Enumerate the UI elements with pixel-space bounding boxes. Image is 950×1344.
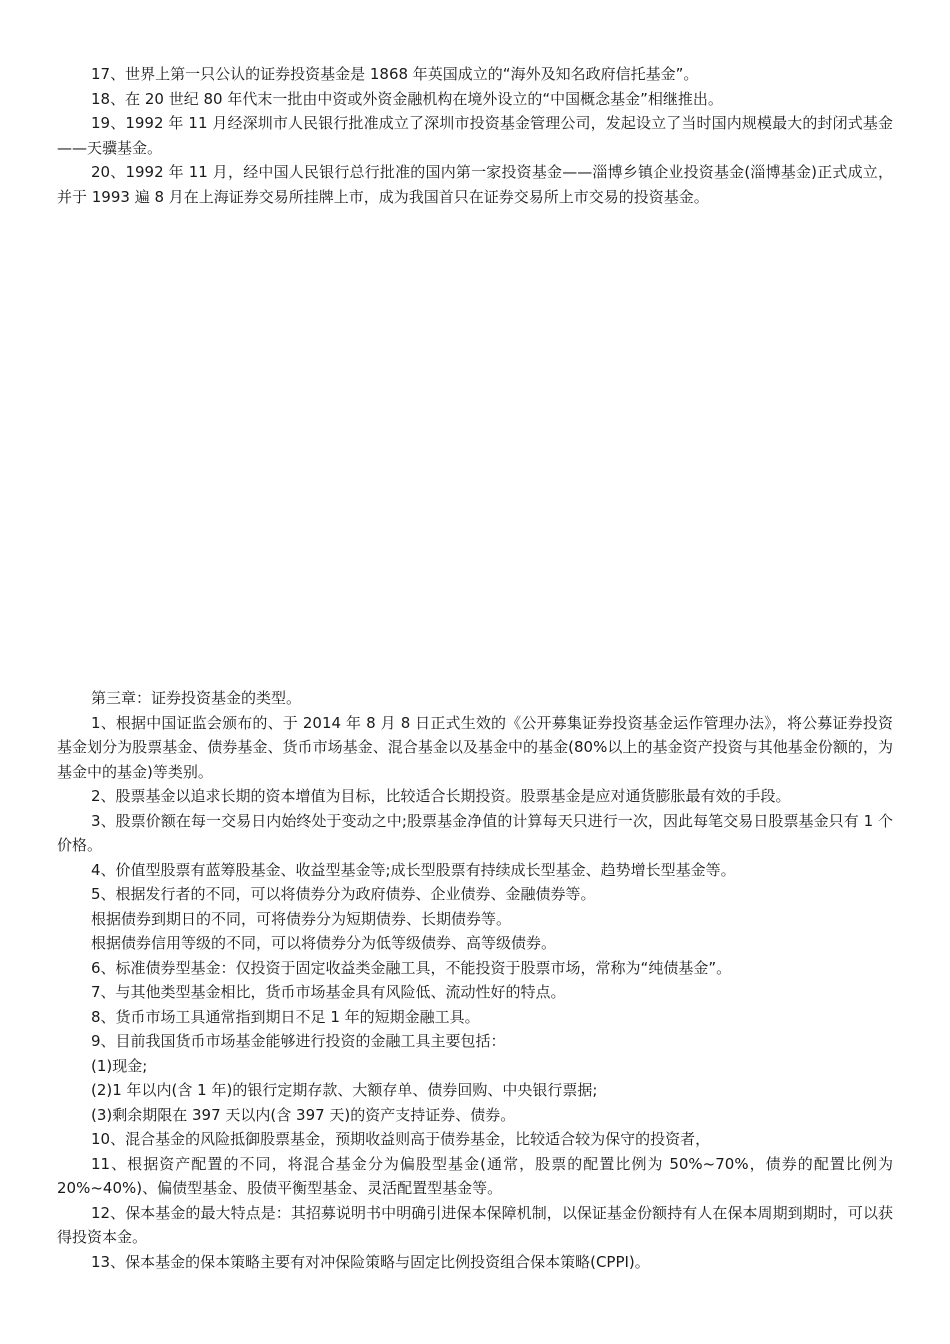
list-item-deposits: (2)1 年以内(含 1 年)的银行定期存款、大额存单、债券回购、中央银行票据; — [91, 1081, 598, 1099]
chapter-heading: 第三章：证券投资基金的类型。 — [91, 689, 302, 707]
paragraph-13: 13、保本基金的保本策略主要有对冲保险策略与固定比例投资组合保本策略(CPPI)。 — [91, 1252, 650, 1271]
paragraph-19: 19、1992 年 11 月经深圳市人民银行批准成立了深圳市投资基金管理公司，发起设立了当时国内规模最大的封闭式基金——天骥基金。 — [57, 114, 893, 157]
list-item-cash: (1)现金; — [91, 1056, 148, 1075]
paragraph-11: 11、根据资产配置的不同，将混合基金分为偏股型基金(通常，股票的配置比例为 50%~70%，债券的配置比例为 20%~40%)、偏债型基金、股债平衡型基金、灵活配置型基金等。 — [57, 1154, 893, 1197]
paragraph-18: 18、在 20 世纪 80 年代末一批由中资或外资金融机构在境外设立的“中国概念基金”相继推出。 — [91, 89, 723, 108]
top-text-section — [57, 62, 893, 209]
paragraph-17: 17、世界上第一只公认的证券投资基金是 1868 年英国成立的“海外及知名政府信托基金”。 — [91, 65, 699, 83]
paragraph-2: 2、股票基金以追求长期的资本增值为目标，比较适合长期投资。股票基金是应对通货膨胀最有效的手段。 — [91, 787, 791, 805]
list-item-securities: (3)剩余期限在 397 天以内(含 397 天)的资产支持证券、债券。 — [91, 1105, 516, 1124]
paragraph-6: 6、标准债券型基金：仅投资于固定收益类金融工具，不能投资于股票市场，常称为“纯债基金”。 — [91, 958, 732, 977]
paragraph-10: 10、混合基金的风险抵御股票基金，预期收益则高于债券基金，比较适合较为保守的投资者， — [91, 1130, 711, 1148]
paragraph-5: 5、根据发行者的不同，可以将债券分为政府债券、企业债券、金融债券等。 — [91, 885, 596, 903]
paragraph-3: 3、股票价额在每一交易日内始终处于变动之中;股票基金净值的计算每天只进行一次，因此每笔交易日股票基金只有 1 个价格。 — [57, 811, 893, 854]
paragraph-5-credit: 根据债券信用等级的不同，可以将债券分为低等级债券、高等级债券。 — [91, 934, 557, 952]
paragraph-4: 4、价值型股票有蓝筹股基金、收益型基金等;成长型股票有持续成长型基金、趋势增长型基金等。 — [91, 860, 736, 879]
paragraph-7: 7、与其他类型基金相比，货币市场基金具有风险低、流动性好的特点。 — [91, 983, 566, 1001]
paragraph-12: 12、保本基金的最大特点是：其招募说明书中明确引进保本保障机制，以保证基金份额持有人在保本周期到期时，可以获得投资本金。 — [57, 1203, 893, 1246]
paragraph-1: 1、根据中国证监会颁布的、于 2014 年 8 月 8 日正式生效的《公开募集证券投资基金运作管理办法》，将公募证券投资基金划分为股票基金、债券基金、货币市场基金、混合基金以及基金中的基金(80%以上的基金资产投资与其他基金份额的，为基金中的基金)等类别。 — [57, 713, 893, 781]
chapter-three-section — [57, 686, 893, 1274]
paragraph-20: 20、1992 年 11 月，经中国人民银行总行批准的国内第一家投资基金——淄博乡镇企业投资基金(淄博基金)正式成立，并于 1993 遍 8 月在上海证券交易所挂牌上市，成为我国首只在证券交易所上市交易的投资基金。 — [57, 163, 893, 206]
paragraph-5-maturity: 根据债券到期日的不同，可将债券分为短期债券、长期债券等。 — [91, 909, 512, 928]
paragraph-9: 9、目前我国货币市场基金能够进行投资的金融工具主要包括： — [91, 1032, 506, 1050]
paragraph-8: 8、货币市场工具通常指到期日不足 1 年的短期金融工具。 — [91, 1007, 480, 1026]
